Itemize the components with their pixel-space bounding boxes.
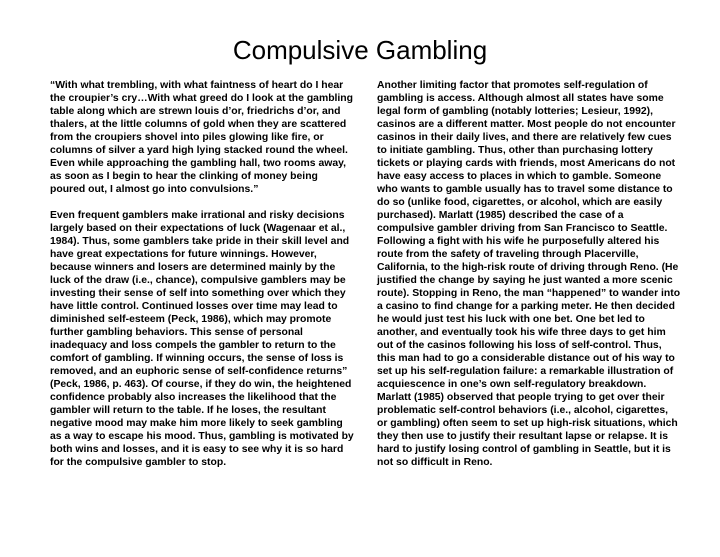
body-paragraph: Another limiting factor that promotes self-regulation of gambling is access. Although almost all states have some legal form of gambling (notably lotteries; Lesieur, 1992), casinos are a different matter. Most people do not encounter casinos in their daily lives, and there are relatively few cues to initiate gambling. Thus, other than purchasing lottery tickets or playing cards with friends, most Americans do not have easy access to places in which to gamble. Someone who wants to gamble usually has to travel some distance to do so (unlike food, cigarettes, or alcohol, which are easily purchased). Marlatt (1985) described the case of a compulsive gambler driving from San Francisco to Seattle. Following a fight with his wife he purposefully altered his route from the safety of traveling through Placerville, California, to the high-risk route of driving through Reno. (He justified the change by saying he just wanted a more scenic route). Stopping in Reno, the man “happened” to wander into a casino to find change for a parking meter. He then decided he would just test his luck with one bet. One bet led to another, and eventually took his wife three days to get him out of the casinos following his loss of self-control. Thus, this man had to go a considerable distance out of his way to set up his self-regulation failure: a remarkable illustration of acquiescence in one’s own self-regulatory breakdown. Marlatt (1985) observed that people trying to get over their problematic self-control behaviors (i.e., alcohol, cigarettes, or gambling) often seem to set up high-risk situations, which they then use to justify their resultant lapse or relapse. It is hard to justify losing control of gambling in Seattle, but it is not so difficult in Reno.	[377, 80, 681, 468]
body-paragraph: Even frequent gamblers make irrational and risky decisions largely based on their expectations of luck (Wagenaar et al., 1984). Thus, some gamblers take pride in their skill level and have great expectations for future winnings. However, because winners and losers are determined mainly by the luck of the draw (i.e., chance), compulsive gamblers may be investing their sense of self into something over which they have little control. Continued losses over time may lead to diminished self-esteem (Peck, 1986), which may promote further gambling behaviors. This sense of personal inadequacy and loss compels the gambler to return to the comfort of gambling. If winning occurs, the sense of loss is removed, and an euphoric sense of self-confidence returns” (Peck, 1986, p. 463). Of course, if they do win, the heightened confidence probably also increases the likelihood that the gambler will return to the table. If he loses, the resultant negative mood may make him more likely to seek gambling as a way to escape his mood. Thus, gambling is motivated by both wins and losses, and it is easy to see why it is so hard for the compulsive gambler to stop.	[50, 210, 354, 468]
left-column	[50, 79, 354, 482]
quote-paragraph: “With what trembling, with what faintness of heart do I hear the croupier’s cry…With what greed do I look at the gambling table along which are strewn louis d’or, friedrichs d’or, and thalers, at the little columns of gold when they are scattered from the croupiers shovel into piles glowing like fire, or columns of silver a yard high lying stacked round the wheel. Even while approaching the gambling hall, two rooms away, as soon as I begin to hear the clinking of money being poured out, I almost go into convulsions.”	[50, 80, 354, 195]
slide-title: Compulsive Gambling	[232, 35, 488, 65]
right-column	[377, 79, 681, 482]
